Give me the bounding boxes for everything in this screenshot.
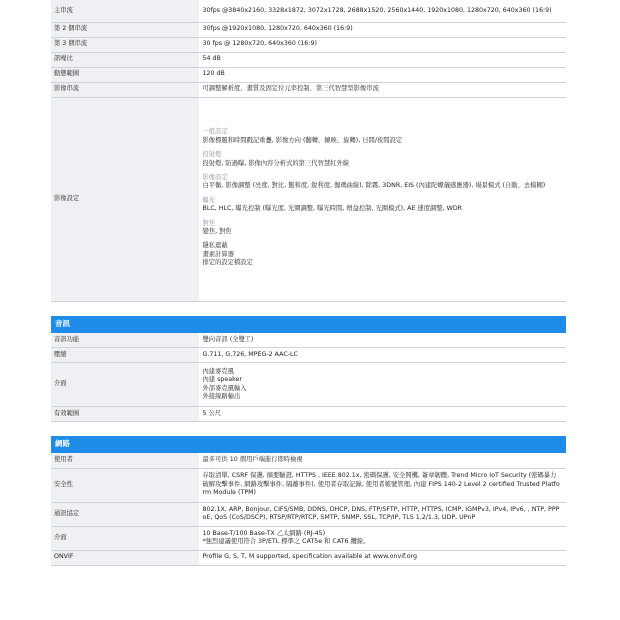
spec-row	[51, 363, 566, 407]
spec-label: 安全性	[51, 468, 199, 502]
spec-row	[51, 468, 566, 502]
spec-label: 主串流	[51, 0, 199, 22]
group-text: 變焦, 對焦	[202, 228, 232, 236]
value-line: 內建 speaker	[202, 376, 242, 384]
spec-value: Profile G, S, T, M supported, specification available at www.onvif.org	[199, 550, 566, 565]
audio-section-header	[51, 316, 566, 333]
spec-label: 壓縮	[51, 348, 199, 363]
spec-row	[51, 0, 566, 22]
spec-value: 存取清單, CSRF 保護, 摘要驗證, HTTPS , IEEE 802.1x, 密碼保護, 安全開機, 簽章韌體, Trend Micro IoT Security (密碼暴力破解攻擊事件, 網路攻擊事件, 隔離事件), 使用者存取記錄, 使用者帳號管理, 內建 FIPS 140-2 Level 2 certified Trusted Platform Module (TPM)	[199, 468, 566, 502]
spec-label: 有效範圍	[51, 407, 199, 422]
spec-value: 5 公尺	[199, 407, 566, 422]
spec-label: 介面	[51, 526, 199, 550]
spec-value: 雙向音訊 (全雙工)	[199, 333, 566, 348]
spec-row	[51, 407, 566, 422]
value-line: 10 Base-T/100 Base-TX 乙太網路 (RJ-45)	[202, 529, 326, 537]
settings-group	[203, 242, 563, 267]
spec-label: 介面	[51, 363, 199, 407]
spec-row	[51, 453, 566, 468]
spec-value: 120 dB	[199, 67, 566, 82]
group-text: 投射燈, 防過曝, 影像內容分析式的第三代智慧紅外線	[202, 159, 350, 167]
group-heading: 投射燈	[202, 151, 222, 159]
spec-label: 第 3 個串流	[51, 37, 199, 52]
settings-group	[203, 151, 563, 168]
spec-label: 影像串流	[51, 82, 199, 97]
spec-label: 動態範圍	[51, 67, 199, 82]
spec-row	[51, 348, 566, 363]
spec-value: 54 dB	[199, 52, 566, 67]
spec-row	[51, 526, 566, 550]
group-text: 白平衡, 影像調整 (亮度, 對比, 飽和度, 銳利度, 伽瑪曲線), 除霧, 3DNR, EIS (內建陀螺儀感應器), 場景模式 (自動、去模糊)	[202, 182, 546, 190]
value-line: *強烈建議使用符合 3P/ETL 標準之 CAT5e 和 CAT6 纜線。	[202, 538, 370, 545]
spec-row	[51, 333, 566, 348]
settings-group	[203, 197, 563, 214]
value-line: 外部麥克風輸入	[202, 384, 247, 392]
group-line: 隱私遮蔽	[202, 242, 228, 250]
spec-row	[51, 550, 566, 565]
spec-label: 音訊功能	[51, 333, 199, 348]
spec-value: 30fps @1920x1080, 1280x720, 640x360 (16:9)	[199, 22, 566, 37]
section-title: 網路	[51, 436, 566, 453]
spec-value-list	[199, 526, 566, 550]
group-line: 排定的設定檔設定	[202, 259, 253, 267]
spec-sheet	[51, 0, 566, 566]
spec-value: 最多可供 10 個用戶端進行即時檢視	[199, 453, 566, 468]
audio-spec-table	[51, 316, 566, 423]
spec-row	[51, 22, 566, 37]
spec-label: ONVIF	[51, 550, 199, 565]
spec-row	[51, 82, 566, 97]
group-line: 畫素計算器	[202, 250, 234, 258]
network-spec-table	[51, 436, 566, 566]
spec-value: G.711, G.726, MPEG-2 AAC-LC	[199, 348, 566, 363]
value-line: 內建麥克風	[202, 367, 234, 375]
spec-label: 第 2 個串流	[51, 22, 199, 37]
group-heading: 一般設定	[202, 128, 228, 136]
spec-label: 通訊協定	[51, 502, 199, 526]
spec-label: 使用者	[51, 453, 199, 468]
spec-value: 可調整解析度、畫質及固定位元率控制、第三代智慧型影像串流	[199, 82, 566, 97]
group-text: 影像標題和時間戳記重疊, 影像方向 (翻轉、鏡映、旋轉), 日間/夜間設定	[202, 136, 403, 144]
spec-row	[51, 52, 566, 67]
spec-label: 影像設定	[51, 97, 199, 301]
spec-value: 802.1X, ARP, Bonjour, CIFS/SMB, DDNS, DHCP, DNS, FTP/SFTP, HTTP, HTTPS, ICMP, IGMPv3, IPv4, IPv6, , NTP, PPPoE, QoS (CoS/DSCP), RTSP/RTP/RTCP, SMTP, SNMP, SSL, TCP/IP, TLS 1.2/1.3, UDP, UPnP	[199, 502, 566, 526]
group-heading: 曝光	[202, 196, 216, 204]
spec-label: 訊噪比	[51, 52, 199, 67]
spec-value-list	[199, 363, 566, 407]
network-section-header	[51, 436, 566, 453]
group-text: BLC, HLC, 曝光控制 (曝光度, 光圈調整, 曝光時間, 增益控制, 光圈模式), AE 速度調整, WDR	[202, 205, 463, 213]
spec-value: 30 fps @ 1280x720, 640x360 (16:9)	[199, 37, 566, 52]
group-heading: 對焦	[202, 219, 216, 227]
spec-row	[51, 37, 566, 52]
settings-group	[203, 128, 563, 145]
image-settings-groups	[199, 97, 566, 301]
section-title: 音訊	[51, 316, 566, 333]
settings-group	[203, 220, 563, 237]
spec-value: 30fps @3840x2160, 3328x1872, 3072x1728, 2688x1520, 2560x1440, 1920x1080, 1280x720, 640x360 (16:9)	[199, 0, 566, 22]
group-heading: 影像設定	[202, 173, 228, 181]
value-line: 外接線路輸出	[202, 392, 241, 400]
spec-row	[51, 502, 566, 526]
spec-row	[51, 67, 566, 82]
settings-group	[203, 174, 563, 191]
spec-row-image-settings	[51, 97, 566, 301]
video-spec-table	[51, 0, 566, 302]
